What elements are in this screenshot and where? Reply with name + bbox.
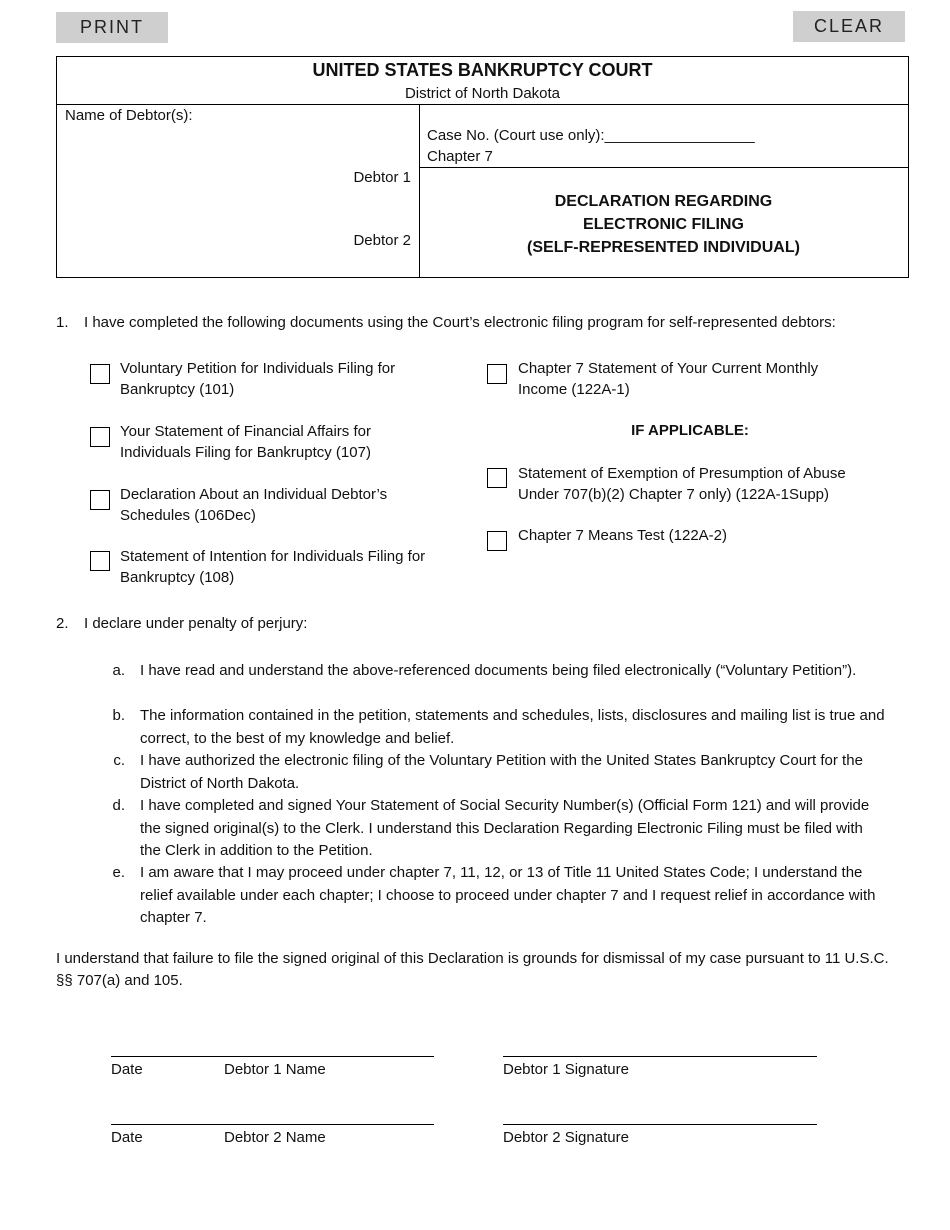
caption-box	[56, 56, 909, 278]
item-text: I have completed and signed Your Statement of Social Security Number(s) (Official Form 121) and will provide the signed original(s) to the Clerk. I understand this Declaration Regarding Electronic Filing must be filed with the Clerk in addition to the Petition.	[140, 797, 870, 859]
debtor2-signature-label: Debtor 2 Signature	[503, 1129, 629, 1146]
label-line: Declaration About an Individual Debtor’s	[120, 486, 388, 503]
label-line: Under 707(b)(2) Chapter 7 only) (122A-1Supp)	[518, 486, 829, 503]
label-line: Voluntary Petition for Individuals Filing for	[120, 360, 396, 377]
label-line: Income (122A-1)	[518, 381, 630, 398]
case-number-label: Case No. (Court use only):__________________	[427, 127, 755, 144]
declaration-title	[419, 190, 908, 259]
section-text: I have completed the following documents using the Court’s electronic filing program for self-represented debtors:	[84, 314, 836, 331]
debtor1-label: Debtor 1	[353, 169, 411, 186]
debtor2-name-line[interactable]	[111, 1124, 434, 1125]
item-text: I have authorized the electronic filing of the Voluntary Petition with the United States Bankruptcy Court for the District of North Dakota.	[140, 752, 863, 792]
item-text: The information contained in the petition, statements and schedules, lists, disclosures and mailing list is true and correct, to the best of my knowledge and belief.	[140, 707, 885, 747]
debtor1-signature-line[interactable]	[503, 1056, 817, 1057]
date-label: Date	[111, 1061, 143, 1078]
checkbox-financial-affairs[interactable]	[90, 427, 110, 447]
clear-button[interactable]: CLEAR	[793, 11, 905, 42]
declaration-title-line: DECLARATION REGARDING	[554, 193, 773, 210]
label-line: Statement of Exemption of Presumption of Abuse	[518, 465, 846, 482]
section-number: 1.	[56, 314, 69, 331]
checkbox-monthly-income[interactable]	[487, 364, 507, 384]
label-line: Statement of Intention for Individuals Filing for	[120, 548, 426, 565]
checkbox-label	[518, 525, 727, 546]
checkbox-declaration-schedules[interactable]	[90, 490, 110, 510]
divider	[419, 167, 908, 168]
label-line: Individuals Filing for Bankruptcy (107)	[120, 444, 371, 461]
checkbox-label	[120, 484, 387, 526]
declaration-title-line: (SELF-REPRESENTED INDIVIDUAL)	[527, 239, 800, 256]
debtor2-name-label: Debtor 2 Name	[224, 1129, 326, 1146]
declaration-title-line: ELECTRONIC FILING	[583, 216, 744, 233]
item-letter: e.	[112, 864, 125, 881]
item-text: I have read and understand the above-referenced documents being filed electronically (“Voluntary Petition”).	[140, 662, 857, 679]
checkbox-statement-of-intention[interactable]	[90, 551, 110, 571]
court-title: UNITED STATES BANKRUPTCY COURT	[312, 60, 653, 80]
item-text: I am aware that I may proceed under chapter 7, 11, 12, or 13 of Title 11 United States Code; I understand the relief available under each chapter; I choose to proceed under chapter 7 and I request relief in accordance with chapter 7.	[140, 864, 876, 926]
debtor-name-label: Name of Debtor(s):	[65, 107, 193, 124]
section-number: 2.	[56, 615, 69, 632]
court-district: District of North Dakota	[404, 85, 561, 102]
debtor1-name-line[interactable]	[111, 1056, 434, 1057]
label-line: Your Statement of Financial Affairs for	[120, 423, 371, 440]
checkbox-label	[518, 463, 846, 505]
closing-statement: I understand that failure to file the signed original of this Declaration is grounds for dismissal of my case pursuant to 11 U.S.C. §§ 707(a) and 105.	[56, 950, 889, 989]
label-line: Chapter 7 Means Test (122A-2)	[518, 527, 727, 544]
checkbox-label	[518, 358, 818, 400]
debtor1-signature-label: Debtor 1 Signature	[503, 1061, 629, 1078]
chapter-label: Chapter 7	[427, 148, 493, 165]
checkbox-label	[120, 358, 395, 400]
checkbox-label	[120, 546, 425, 588]
checkbox-means-test[interactable]	[487, 531, 507, 551]
label-line: Bankruptcy (108)	[120, 569, 235, 586]
date-label: Date	[111, 1129, 143, 1146]
checkbox-label	[120, 421, 371, 463]
item-letter: c.	[113, 752, 125, 769]
checkbox-voluntary-petition[interactable]	[90, 364, 110, 384]
debtor2-signature-line[interactable]	[503, 1124, 817, 1125]
label-line: Bankruptcy (101)	[120, 381, 235, 398]
checkbox-exemption-presumption[interactable]	[487, 468, 507, 488]
divider	[57, 104, 908, 105]
debtor1-name-label: Debtor 1 Name	[224, 1061, 326, 1078]
item-letter: b.	[112, 707, 125, 724]
if-applicable-heading: IF APPLICABLE:	[631, 422, 749, 439]
section-text: I declare under penalty of perjury:	[84, 615, 308, 632]
item-letter: a.	[112, 662, 125, 679]
label-line: Chapter 7 Statement of Your Current Monthly	[518, 360, 819, 377]
print-button[interactable]: PRINT	[56, 12, 168, 43]
label-line: Schedules (106Dec)	[120, 507, 256, 524]
debtor2-label: Debtor 2	[353, 232, 411, 249]
item-letter: d.	[112, 797, 125, 814]
